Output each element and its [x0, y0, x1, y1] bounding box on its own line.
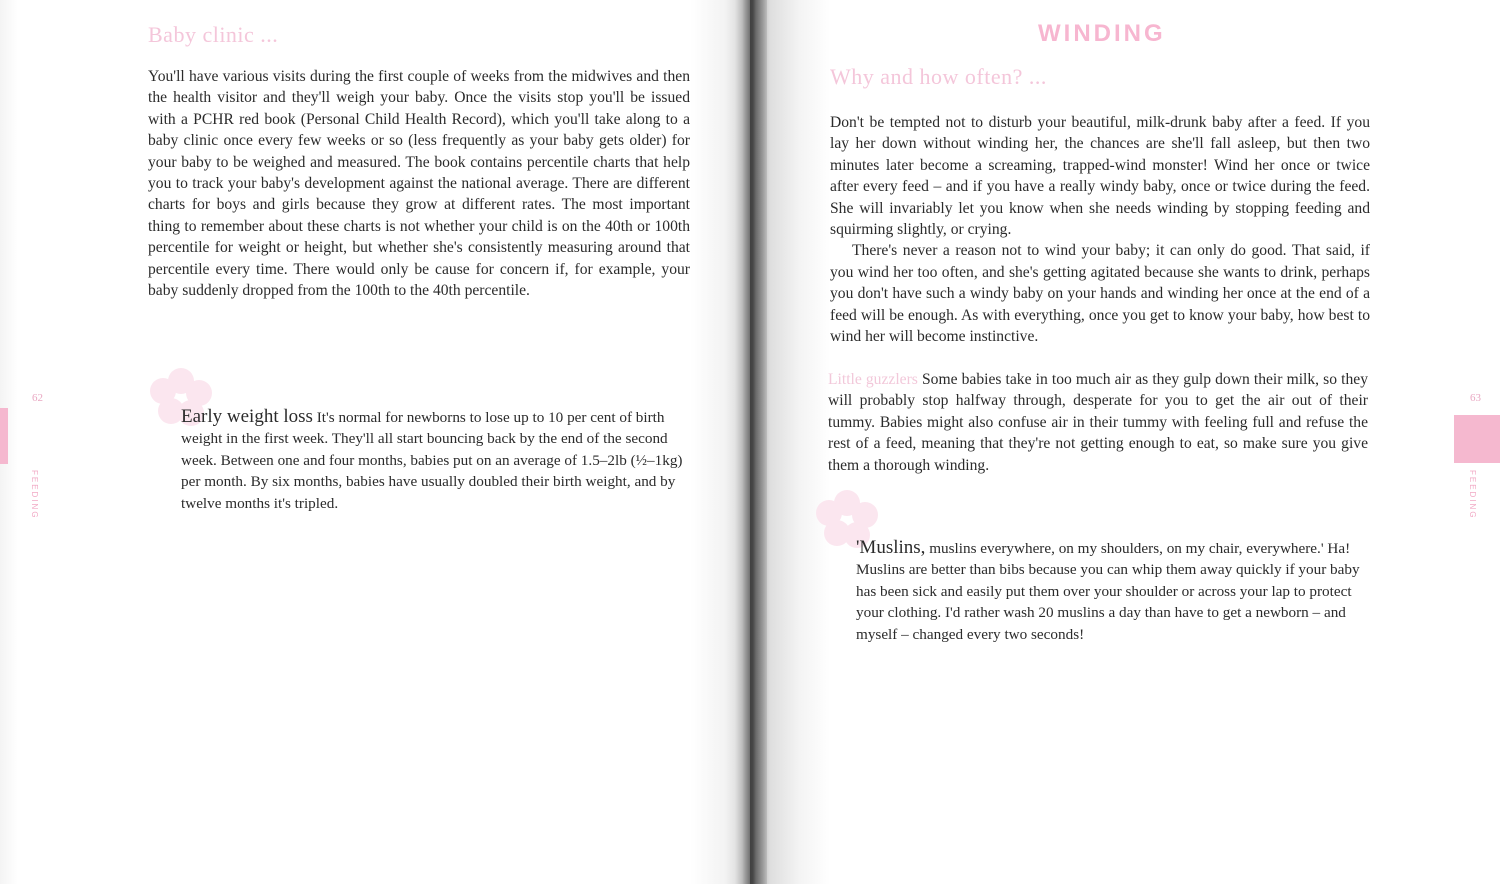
right-page	[750, 0, 1500, 884]
side-label-left: FEEDING	[30, 470, 39, 520]
winding-paragraph-1: Don't be tempted not to disturb your beautiful, milk-drunk baby after a feed. If you lay her down without winding her, the chances are she'll fall asleep, but then two minutes later become a screaming, trapped-wind monster! Wind her once or twice after every feed – and if you have a really windy baby, once or twice during the feed. She will invariably let you know when she needs winding by stopping feeding and squirming slightly, or crying.	[830, 114, 1370, 239]
early-weight-loss-boxout	[181, 406, 685, 514]
baby-clinic-paragraph: You'll have various visits during the first couple of weeks from the midwives and then the health visitor and they'll weigh your baby. Once the visits stop you'll be issued with a PCHR red book (Personal Child Health Record), which you'll take along to a baby clinic once every few weeks or so (less frequently as your baby gets older) for your baby to be weighed and measured. The book contains percentile charts that help you to track your baby's development against the national average. There are different charts for boys and girls because they grow at different rates. The most important thing to remember about these charts is not whether your child is on the 40th or 100th percentile for weight or height, but whether she's consistently measuring around that percentile every time. There would only be cause for concern if, for example, your baby suddenly dropped from the 100th to the 40th percentile.	[148, 68, 690, 300]
little-guzzlers-section	[828, 369, 1368, 476]
section-heading-baby-clinic: Baby clinic ...	[148, 22, 279, 47]
side-label-right: FEEDING	[1468, 470, 1477, 520]
winding-paragraph-2: There's never a reason not to wind your baby; it can only do good. That said, if you wind her too often, and she's getting agitated because she wants to drink, perhaps you don't have such a windy baby on your hands and winding her once at the end of a feed will be enough. As with everything, once you get to know your baby, how best to wind her will become instinctive.	[830, 242, 1370, 346]
quote-lead: 'Muslins,	[856, 537, 926, 558]
page-number-right: 63	[1470, 392, 1481, 404]
edge-tab-right	[1454, 415, 1500, 463]
baby-clinic-body	[148, 66, 690, 301]
book-gutter	[735, 0, 767, 884]
section-heading-why-and-how-often: Why and how often? ...	[830, 64, 1047, 89]
chapter-title: WINDING	[1038, 20, 1166, 47]
boxout-body: It's normal for newborns to lose up to 10 per cent of birth weight in the first week. They'll all start bouncing back by the end of the second week. Between one and four months, babies put on an average of 1.5–2lb (½–1kg) per month. By six months, babies have usually doubled their birth weight, and by twelve months it's tripled.	[181, 409, 683, 512]
little-guzzlers-subhead: Little guzzlers	[828, 371, 918, 388]
muslins-quote-boxout	[856, 537, 1361, 645]
winding-body	[830, 112, 1370, 347]
little-guzzlers-paragraph: Some babies take in too much air as they gulp down their milk, so they will probably stop halfway through, desperate for you to get the air out of their tummy. Babies might also confuse air in their tummy with feeling full and refuse the rest of a feed, meaning that they're not getting enough to eat, so make sure you give them a thorough winding.	[828, 371, 1368, 474]
edge-tab-left	[0, 408, 8, 464]
quote-body: muslins everywhere, on my shoulders, on my chair, everywhere.' Ha! Muslins are better than bibs because you can whip them away quickly if your baby has been sick and easily put them over your shoulder or across your lap to protect your clothing. I'd rather wash 20 muslins a day than have to get a newborn – and myself – changed every two seconds!	[856, 540, 1360, 643]
page-number-left: 62	[32, 392, 43, 404]
boxout-title: Early weight loss	[181, 406, 313, 427]
